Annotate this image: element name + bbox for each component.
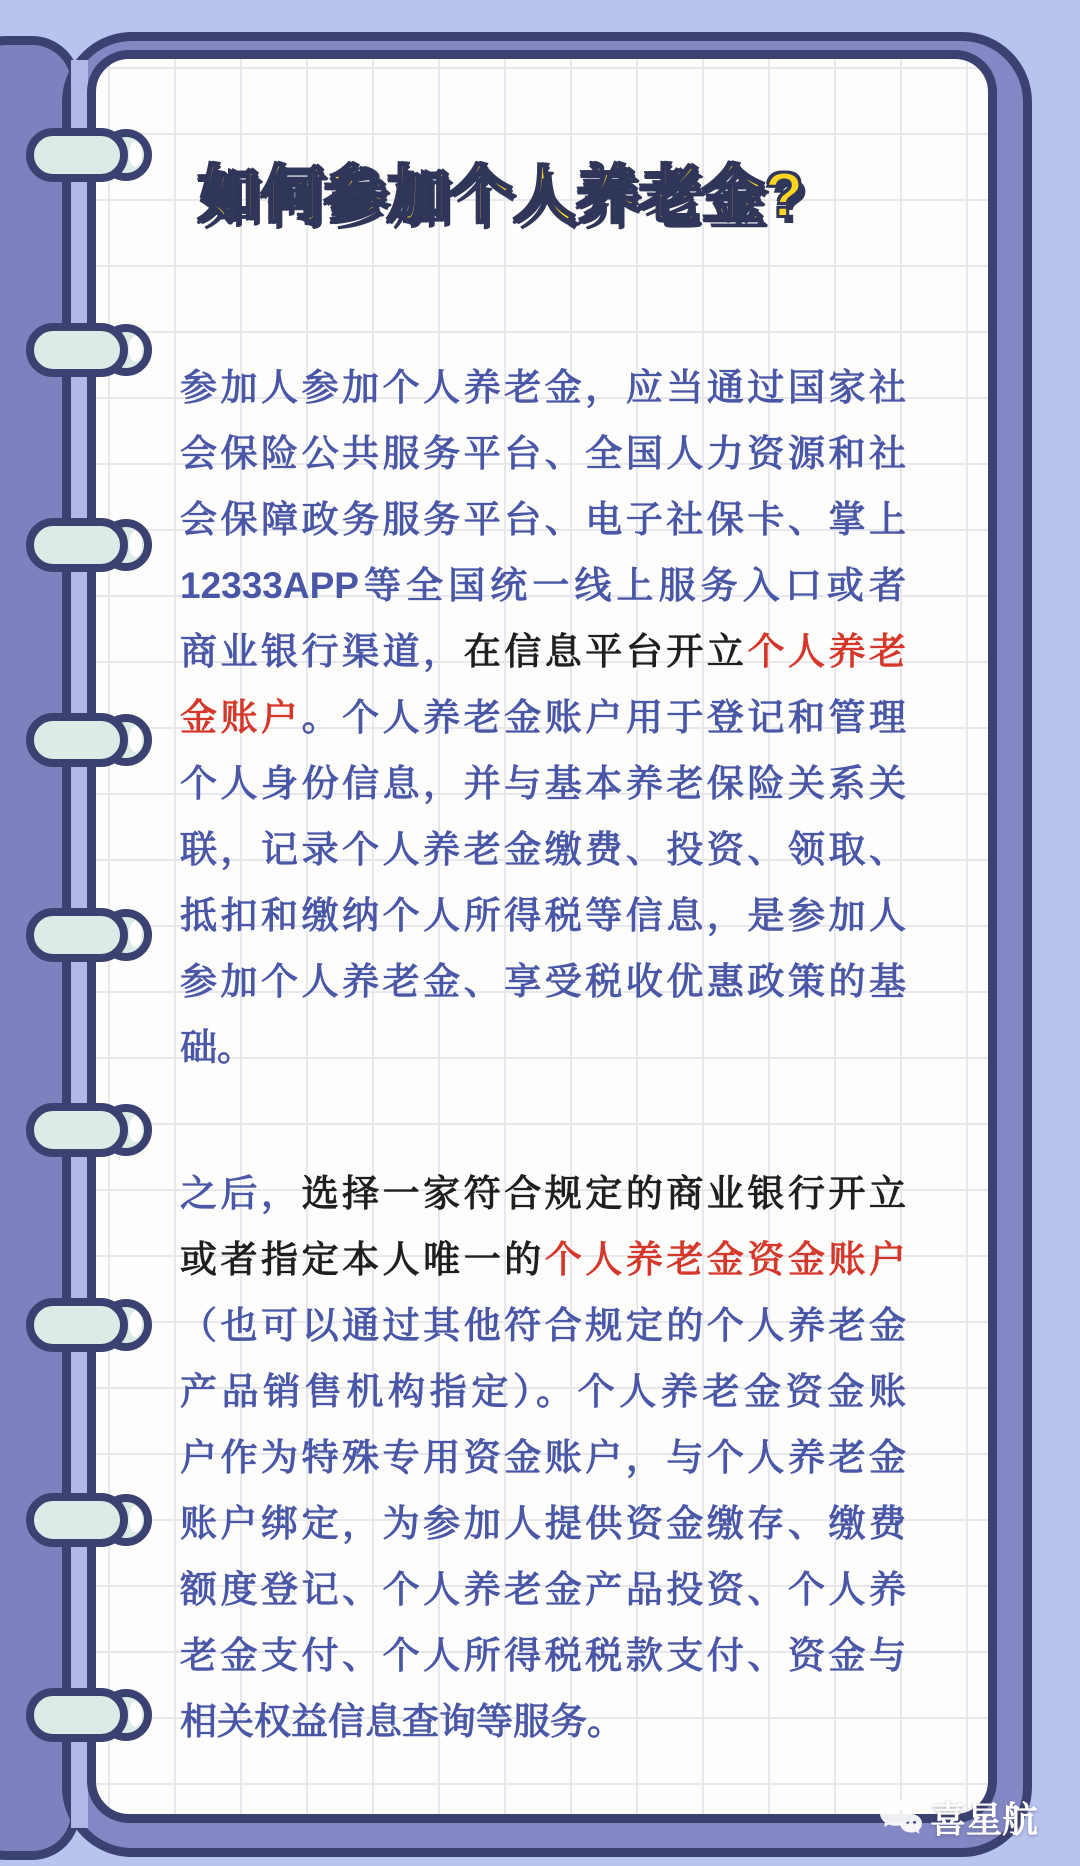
text-segment-blue: 户作为特殊专用资金账户，与个人养老金 bbox=[180, 1437, 906, 1478]
binder-ring bbox=[26, 1688, 152, 1742]
text-line bbox=[180, 949, 906, 1015]
ring-highlight bbox=[129, 531, 142, 557]
ring-pill bbox=[26, 1493, 128, 1547]
ring-pill bbox=[26, 323, 128, 377]
text-segment-blue: 联，记录个人养老金缴费、投资、领取、 bbox=[180, 829, 906, 870]
binder-ring bbox=[26, 128, 152, 182]
page-title: 如何参加个人养老金? bbox=[198, 161, 804, 230]
text-segment-blue: 抵扣和缴纳个人所得税等信息，是参加人 bbox=[180, 895, 906, 936]
text-segment-blue: 商业银行渠道， bbox=[180, 631, 464, 672]
text-segment-blue: 相关权益信息查询等服务。 bbox=[180, 1701, 624, 1742]
binder-ring bbox=[26, 1103, 152, 1157]
text-line bbox=[180, 1359, 906, 1425]
text-line bbox=[180, 355, 906, 421]
text-segment-blue: 个人身份信息，并与基本养老保险关系关 bbox=[180, 763, 906, 804]
text-line bbox=[180, 1015, 906, 1081]
text-segment-blue: 老金支付、个人所得税税款支付、资金与 bbox=[180, 1635, 906, 1676]
text-segment-blue: 础。 bbox=[180, 1027, 254, 1068]
text-segment-black: 或者指定本人唯一的 bbox=[180, 1239, 545, 1280]
text-segment-blue: 。个人养老金账户用于登记和管理 bbox=[301, 697, 907, 738]
wechat-bubbles-icon bbox=[878, 1798, 924, 1838]
watermark-text: 喜星航 bbox=[929, 1799, 1038, 1840]
paragraph-2 bbox=[180, 1161, 906, 1755]
text-line bbox=[180, 553, 906, 619]
ring-pill bbox=[26, 128, 128, 182]
ring-pill bbox=[26, 1298, 128, 1352]
binder-ring bbox=[26, 1493, 152, 1547]
text-segment-blue: 之后， bbox=[180, 1173, 302, 1214]
ring-highlight bbox=[129, 1116, 142, 1142]
text-segment-blue: 参加人参加个人养老金，应当通过国家社 bbox=[180, 367, 906, 408]
text-segment-blue: （也可以通过其他符合规定的个人养老金 bbox=[180, 1305, 906, 1346]
text-segment-blue: 会保障政务服务平台、电子社保卡、掌上 bbox=[180, 499, 906, 540]
text-segment-red: 个人养老 bbox=[747, 631, 907, 672]
text-line bbox=[180, 487, 906, 553]
ring-highlight bbox=[129, 336, 142, 362]
ring-pill bbox=[26, 713, 128, 767]
text-line bbox=[180, 1689, 906, 1755]
text-line bbox=[180, 1161, 906, 1227]
ring-highlight bbox=[129, 141, 142, 167]
text-segment-blue: 12333APP等全国统一线上服务入口或者 bbox=[180, 565, 906, 606]
text-segment-blue: 参加个人养老金、享受税收优惠政策的基 bbox=[180, 961, 906, 1002]
text-segment-red: 个人养老金资金账户 bbox=[544, 1239, 907, 1280]
text-segment-blue: 账户绑定，为参加人提供资金缴存、缴费 bbox=[180, 1503, 906, 1544]
text-line bbox=[180, 1227, 906, 1293]
ring-highlight bbox=[129, 1506, 142, 1532]
watermark bbox=[878, 1792, 1038, 1843]
text-line bbox=[180, 421, 906, 487]
notebook-page bbox=[87, 50, 997, 1823]
text-line bbox=[180, 1623, 906, 1689]
ring-highlight bbox=[129, 726, 142, 752]
text-segment-blue: 额度登记、个人养老金产品投资、个人养 bbox=[180, 1569, 906, 1610]
ring-pill bbox=[26, 518, 128, 572]
binder-ring bbox=[26, 518, 152, 572]
text-segment-red: 金账户 bbox=[180, 697, 302, 738]
binder-ring bbox=[26, 1298, 152, 1352]
text-line bbox=[180, 685, 906, 751]
ring-pill bbox=[26, 1103, 128, 1157]
ring-highlight bbox=[129, 921, 142, 947]
paragraph-1 bbox=[180, 355, 906, 1081]
text-line bbox=[180, 1557, 906, 1623]
text-segment-black: 选择一家符合规定的商业银行开立 bbox=[301, 1173, 907, 1214]
binder-ring bbox=[26, 713, 152, 767]
binder-ring bbox=[26, 908, 152, 962]
text-segment-black: 在信息平台开立 bbox=[463, 631, 748, 672]
text-segment-blue: 会保险公共服务平台、全国人力资源和社 bbox=[180, 433, 906, 474]
text-line bbox=[180, 1491, 906, 1557]
text-line bbox=[180, 1293, 906, 1359]
text-line bbox=[180, 619, 906, 685]
text-segment-blue: 产品销售机构指定）。个人养老金资金账 bbox=[180, 1371, 906, 1412]
ring-pill bbox=[26, 908, 128, 962]
text-line bbox=[180, 883, 906, 949]
text-line bbox=[180, 817, 906, 883]
ring-pill bbox=[26, 1688, 128, 1742]
text-line bbox=[180, 1425, 906, 1491]
binder-ring bbox=[26, 323, 152, 377]
text-line bbox=[180, 751, 906, 817]
ring-highlight bbox=[129, 1311, 142, 1337]
ring-highlight bbox=[129, 1701, 142, 1727]
